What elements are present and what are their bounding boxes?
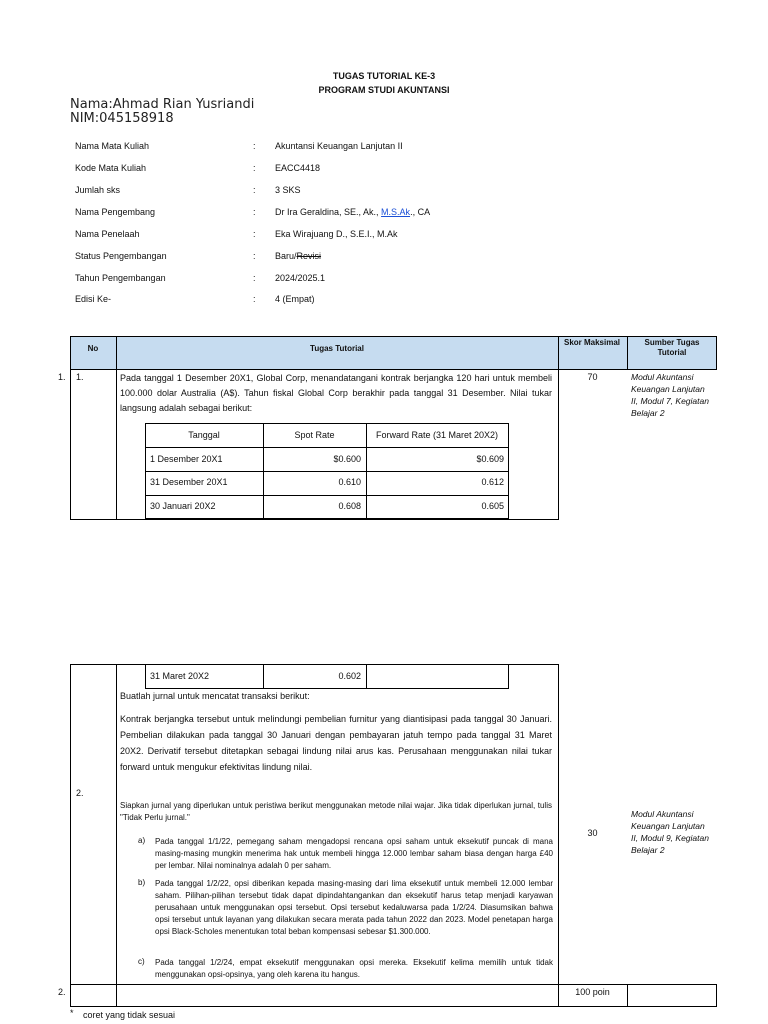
info-colon: : [253, 229, 256, 239]
info-label: Edisi Ke- [75, 294, 112, 304]
info-label: Status Pengembangan [75, 251, 167, 261]
task-2-item-c: Pada tanggal 1/2/24, empat eksekutif menggunakan opsi mereka. Eksekutif kelima memilih untuk tidak menggunakan opsi-opsinya, yang oleh karena itu hangus. [155, 958, 553, 979]
info-value: 4 (Empat) [275, 294, 315, 304]
table-border [627, 336, 628, 370]
rates-border [145, 518, 509, 519]
rates-cell-spot: 0.610 [338, 477, 361, 487]
info-colon: : [253, 185, 256, 195]
rates-border [508, 423, 509, 519]
table-border [70, 984, 717, 985]
rates-header-spot: Spot Rate [294, 430, 335, 440]
info-value: 2024/2025.1 [275, 273, 326, 283]
table-border [716, 984, 717, 1007]
table-border [116, 664, 117, 1007]
rates-cell-forward: $0.609 [476, 454, 504, 464]
item-marker: a) [138, 836, 146, 845]
info-colon: : [253, 251, 256, 261]
task-1-instruction: Buatlah jurnal untuk mencatat transaksi berikut: [120, 691, 310, 701]
info-value-text: Dr Ira Geraldina, SE., Ak., [275, 207, 382, 217]
row-outer-number: 2. [58, 987, 66, 997]
task-2-score: 30 [587, 828, 598, 838]
table-border [70, 664, 558, 665]
table-border [70, 336, 717, 337]
table-border [70, 519, 558, 520]
info-colon: : [253, 141, 256, 151]
footnote-text: coret yang tidak sesuai [83, 1010, 176, 1020]
item-marker: c) [138, 957, 145, 966]
info-value: Akuntansi Keuangan Lanjutan II [275, 141, 403, 151]
info-label: Nama Penelaah [75, 229, 140, 239]
info-value-text: ., CA [410, 207, 431, 217]
header-source: Sumber Tugas Tutorial [644, 338, 700, 357]
total-score: 100 poin [575, 987, 610, 997]
row-number: 2. [76, 788, 84, 798]
degree-link[interactable]: M.S.Ak [381, 207, 411, 217]
table-border [70, 1006, 717, 1007]
info-colon: : [253, 294, 256, 304]
struck-text: Revisi [296, 251, 322, 261]
rates-cell-date: 1 Desember 20X1 [150, 454, 223, 464]
rates-cell-forward: 0.612 [481, 477, 504, 487]
row-outer-number: 1. [58, 372, 66, 382]
task-1-source: Modul Akuntansi Keuangan Lanjutan II, Modul 7, Kegiatan Belajar 2 [631, 372, 709, 418]
task-1-score: 70 [587, 372, 598, 382]
item-marker: b) [138, 878, 146, 887]
table-border [558, 336, 559, 520]
task-2-item-b: Pada tanggal 1/2/22, opsi diberikan kepada masing-masing dari lima eksekutif untuk membeli 12.000 lembar saham. Pilihan-pilihan tersebut tidak dapat dipindahtangankan dan eksekutif harus tetap menjadi karyawan perusahaan untuk menggunakan opsi tersebut. Opsi tersebut kedaluwarsa pada 1/2/24. Diasumsikan bahwa opsi tersebut untuk layanan yang dilakukan secara merata pada tahun 2022 dan 2023. Model penetapan harga opsi Black-Scholes menentukan total beban kompensasi sebesar $1.300.000. [155, 879, 553, 936]
rates-cell-spot: 0.608 [338, 501, 361, 511]
header-task: Tugas Tutorial [310, 344, 364, 353]
rates-border [145, 471, 509, 472]
task-1-paragraph: Kontrak berjangka tersebut untuk melindungi pembelian furnitur yang diantisipasi pada tanggal 30 Januari. Pembelian dilakukan pada tanggal 30 Januari dengan pembayaran jatuh tempo pada tanggal 31 Maret 20X2. Derivatif tersebut ditetapkan sebagai lindung nilai arus kas. Perusahaan menggunakan nilai tukar forward untuk mengukur efektivitas lindung nilai. [120, 714, 552, 772]
info-value: Eka Wirajuang D., S.E.I., M.Ak [275, 229, 398, 239]
rates-cell-date: 31 Desember 20X1 [150, 477, 228, 487]
info-colon: : [253, 273, 256, 283]
header-score: Skor Maksimal [563, 338, 621, 347]
table-border [116, 336, 117, 520]
rates-border [508, 664, 509, 689]
task-2-item-a: Pada tanggal 1/1/22, pemegang saham mengadopsi rencana opsi saham untuk eksekutif puncak di mana masing-masing mungkin menerima hak untuk membeli hingga 12.000 lembar saham biasa dengan harga £40 per lembar. Nilai nominalnya adalah 0 per saham. [155, 837, 553, 870]
rates-cell-spot: 0.602 [338, 671, 361, 681]
task-2-intro: Siapkan jurnal yang diperlukan untuk peristiwa berikut menggunakan metode nilai wajar. Jika tidak diperlukan jurnal, tulis "Tidak Perlu jurnal." [120, 801, 552, 822]
rates-cell-date: 31 Maret 20X2 [150, 671, 210, 681]
rates-cell-forward: 0.605 [481, 501, 504, 511]
info-label: Nama Pengembang [75, 207, 156, 217]
rates-border [145, 688, 509, 689]
info-label: Jumlah sks [75, 185, 121, 195]
info-value-text: Baru/ [275, 251, 297, 261]
info-value: 3 SKS [275, 185, 301, 195]
rates-cell-spot: $0.600 [333, 454, 361, 464]
document-subtitle: PROGRAM STUDI AKUNTANSI [318, 85, 450, 95]
rates-border [366, 664, 367, 689]
info-colon: : [253, 207, 256, 217]
task-1-text: Pada tanggal 1 Desember 20X1, Global Corp, menandatangani kontrak berjangka 120 hari untuk membeli 100.000 dolar Australia (A$). Tahun fiskal Global Corp berakhir pada tanggal 31 Desember. Nilai tukar langsung adalah sebagai berikut: [120, 373, 552, 413]
student-name: Nama:Ahmad Rian Yusriandi [70, 97, 255, 112]
rates-border [145, 664, 146, 689]
row-number: 1. [76, 372, 84, 382]
info-label: Nama Mata Kuliah [75, 141, 150, 151]
rates-header-date: Tanggal [188, 430, 220, 440]
info-value [275, 251, 321, 261]
rates-border [145, 495, 509, 496]
table-border [627, 984, 628, 1007]
info-colon: : [253, 163, 256, 173]
rates-header-forward: Forward Rate (31 Maret 20X2) [375, 430, 499, 440]
rates-border [145, 423, 509, 424]
student-nim: NIM:045158918 [70, 111, 174, 126]
info-value [275, 207, 430, 217]
rates-border [145, 447, 509, 448]
table-border [70, 664, 71, 1007]
table-border [70, 336, 71, 520]
footnote-marker: * [70, 1008, 74, 1018]
table-border [70, 369, 717, 370]
table-border [716, 336, 717, 370]
rates-cell-date: 30 Januari 20X2 [150, 501, 216, 511]
header-no: No [87, 344, 99, 353]
document-title: TUGAS TUTORIAL KE-3 [332, 71, 436, 81]
task-2-source: Modul Akuntansi Keuangan Lanjutan II, Modul 9, Kegiatan Belajar 2 [631, 809, 709, 855]
info-label: Tahun Pengembangan [75, 273, 166, 283]
info-label: Kode Mata Kuliah [75, 163, 147, 173]
info-value: EACC4418 [275, 163, 321, 173]
